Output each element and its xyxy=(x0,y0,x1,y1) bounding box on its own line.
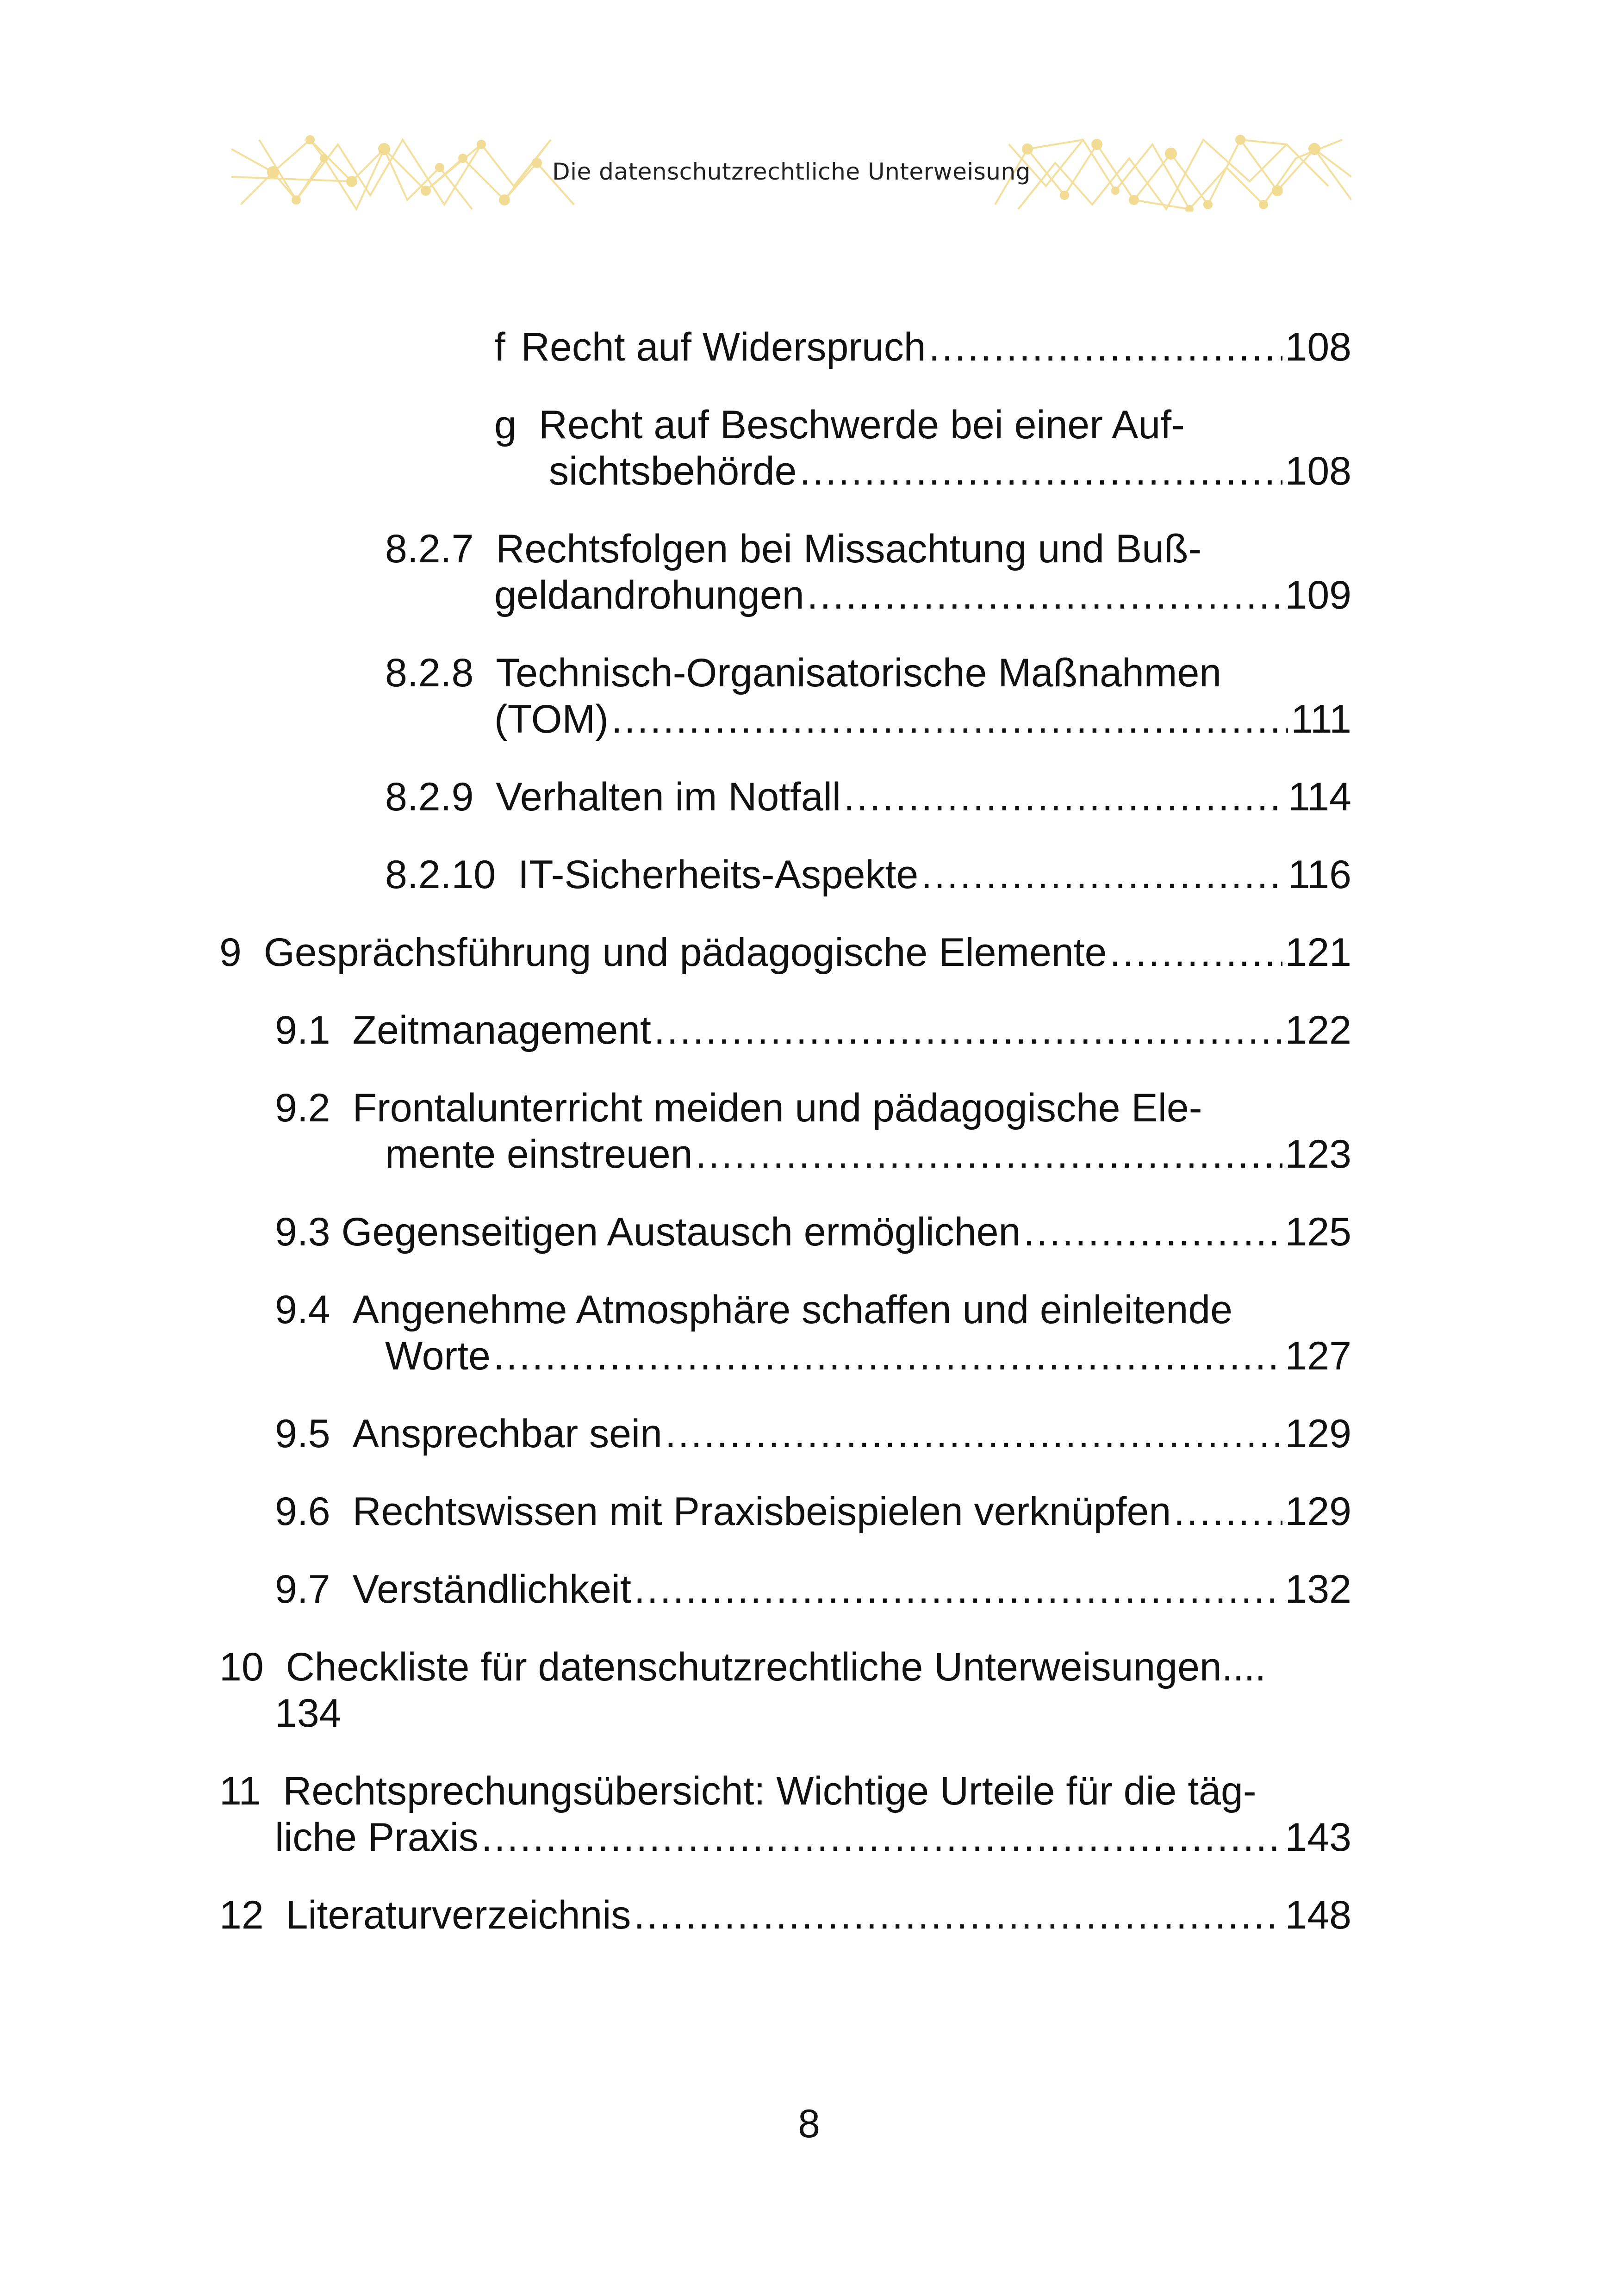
toc-entry-number: 10 xyxy=(219,1645,264,1689)
toc-entry-page: 148 xyxy=(1285,1893,1351,1937)
dot-leader xyxy=(481,1814,1282,1860)
toc-entry-title: Literaturverzeichnis xyxy=(286,1893,631,1937)
toc-entry-title: Checkliste für datenschutzrechtliche Unterweisungen.... xyxy=(286,1645,1266,1689)
dot-leader xyxy=(696,1131,1282,1177)
toc-entry-number: 9.2 xyxy=(275,1086,330,1130)
dot-leader xyxy=(654,1007,1282,1053)
page-number: 8 xyxy=(798,2102,820,2146)
toc-entry-number: 8.2.10 xyxy=(385,852,496,897)
toc-entry-page: 116 xyxy=(1288,852,1351,897)
toc-entry-number: 9.5 xyxy=(275,1412,330,1456)
toc-entry-title-continued: Worte xyxy=(385,1334,491,1378)
dot-leader xyxy=(844,774,1285,820)
toc-entry-page: 129 xyxy=(1285,1412,1351,1456)
toc-entry-title: Recht auf Widerspruch xyxy=(521,325,926,369)
toc-entry-10[interactable] xyxy=(219,1644,1351,1736)
toc-entry-9-5[interactable] xyxy=(275,1411,1351,1457)
toc-entry-9-2[interactable] xyxy=(275,1085,1351,1177)
dot-leader xyxy=(799,448,1282,494)
toc-entry-title: Rechtsprechungsübersicht: Wichtige Urteile für die täg- xyxy=(283,1769,1257,1813)
dot-leader xyxy=(807,572,1282,618)
dot-leader xyxy=(1023,1209,1282,1255)
toc-entry-11[interactable] xyxy=(219,1768,1351,1860)
running-header-title: Die datenschutzrechtliche Unterweisung xyxy=(552,158,1031,185)
toc-entry-page: 129 xyxy=(1285,1489,1351,1534)
toc-entry-page: 143 xyxy=(1285,1815,1351,1860)
toc-entry-number: 11 xyxy=(219,1769,261,1813)
toc-entry-page: 109 xyxy=(1285,573,1351,617)
dot-leader xyxy=(634,1892,1282,1938)
toc-entry-9-7[interactable] xyxy=(275,1566,1351,1612)
toc-entry-9[interactable] xyxy=(219,929,1351,976)
toc-entry-title-continued: mente einstreuen xyxy=(385,1132,693,1176)
toc-entry-title: Gesprächsführung und pädagogische Elemente xyxy=(263,930,1107,975)
dot-leader xyxy=(1109,929,1282,976)
toc-entry-title: Verhalten im Notfall xyxy=(496,775,841,819)
toc-entry-number: 9.6 xyxy=(275,1489,330,1534)
toc-entry-number: 8.2.8 xyxy=(385,651,474,695)
toc-entry-number: 9 xyxy=(219,930,242,975)
toc-entry-page: 111 xyxy=(1291,697,1351,741)
toc-entry-title-continued: geldandrohungen xyxy=(494,573,804,617)
toc-entry-title: Recht auf Beschwerde bei einer Auf- xyxy=(538,403,1185,447)
toc-entry-title: Gegenseitigen Austausch ermöglichen xyxy=(341,1210,1021,1254)
toc-entry-page: 127 xyxy=(1285,1334,1351,1378)
toc-entry-number: 9.1 xyxy=(275,1008,330,1052)
toc-entry-title: Technisch-Organisatorische Maßnahmen xyxy=(496,651,1222,695)
running-header xyxy=(231,131,1351,212)
toc-entry-9-4[interactable] xyxy=(275,1287,1351,1379)
toc-entry-number: 12 xyxy=(219,1893,264,1937)
toc-entry-title-continued: sichtsbehörde xyxy=(549,449,797,493)
dot-leader xyxy=(634,1566,1282,1612)
toc-entry-page: 122 xyxy=(1285,1008,1351,1052)
toc-entry-title: Frontalunterricht meiden und pädagogische Ele- xyxy=(352,1086,1202,1130)
toc-entry-number: 8.2.9 xyxy=(385,775,474,819)
toc-entry-title-continued: liche Praxis xyxy=(275,1815,479,1860)
toc-entry-page: 114 xyxy=(1288,775,1351,819)
toc-entry-title: Zeitmanagement xyxy=(352,1008,651,1052)
toc-entry-page: 132 xyxy=(1285,1567,1351,1612)
toc-entry-9-1[interactable] xyxy=(275,1007,1351,1053)
toc-entry-page: 134 xyxy=(275,1691,342,1736)
toc-entry-title: Angenehme Atmosphäre schaffen und einleitende xyxy=(352,1288,1232,1332)
toc-entry-12[interactable] xyxy=(219,1892,1351,1938)
toc-entry-title: IT-Sicherheits-Aspekte xyxy=(518,852,919,897)
toc-entry-9-3[interactable] xyxy=(275,1209,1351,1255)
toc-entry-g[interactable] xyxy=(494,402,1351,494)
dot-leader xyxy=(929,324,1282,370)
toc-entry-title: Ansprechbar sein xyxy=(352,1412,662,1456)
toc-entry-8-2-9[interactable] xyxy=(385,774,1351,820)
toc-entry-number: 9.4 xyxy=(275,1288,330,1332)
toc-entry-page: 108 xyxy=(1285,325,1351,369)
toc-entry-9-6[interactable] xyxy=(275,1488,1351,1535)
toc-entry-title: Verständlichkeit xyxy=(352,1567,631,1612)
toc-entry-number: g xyxy=(494,403,517,447)
toc-entry-number: 8.2.7 xyxy=(385,527,474,571)
toc-entry-8-2-8[interactable] xyxy=(385,650,1351,742)
dot-leader xyxy=(493,1333,1282,1379)
dot-leader xyxy=(1174,1488,1282,1535)
toc-entry-page: 123 xyxy=(1285,1132,1351,1176)
toc-entry-8-2-7[interactable] xyxy=(385,526,1351,618)
dot-leader xyxy=(611,696,1288,742)
toc-entry-title: Rechtswissen mit Praxisbeispielen verknüpfen xyxy=(352,1489,1171,1534)
toc-entry-page: 125 xyxy=(1285,1210,1351,1254)
toc-entry-number: 9.3 xyxy=(275,1210,330,1254)
toc-entry-number: 9.7 xyxy=(275,1567,330,1612)
toc-entry-title-continued: (TOM) xyxy=(494,697,609,741)
dot-leader xyxy=(665,1411,1282,1457)
toc-entry-page: 108 xyxy=(1285,449,1351,493)
toc-entry-number: f xyxy=(494,325,505,369)
toc-entry-page: 121 xyxy=(1285,930,1351,975)
toc-entry-f[interactable] xyxy=(494,324,1351,370)
toc-entry-8-2-10[interactable] xyxy=(385,852,1351,898)
toc-entry-title: Rechtsfolgen bei Missachtung und Buß- xyxy=(496,527,1202,571)
dot-leader xyxy=(921,852,1285,898)
